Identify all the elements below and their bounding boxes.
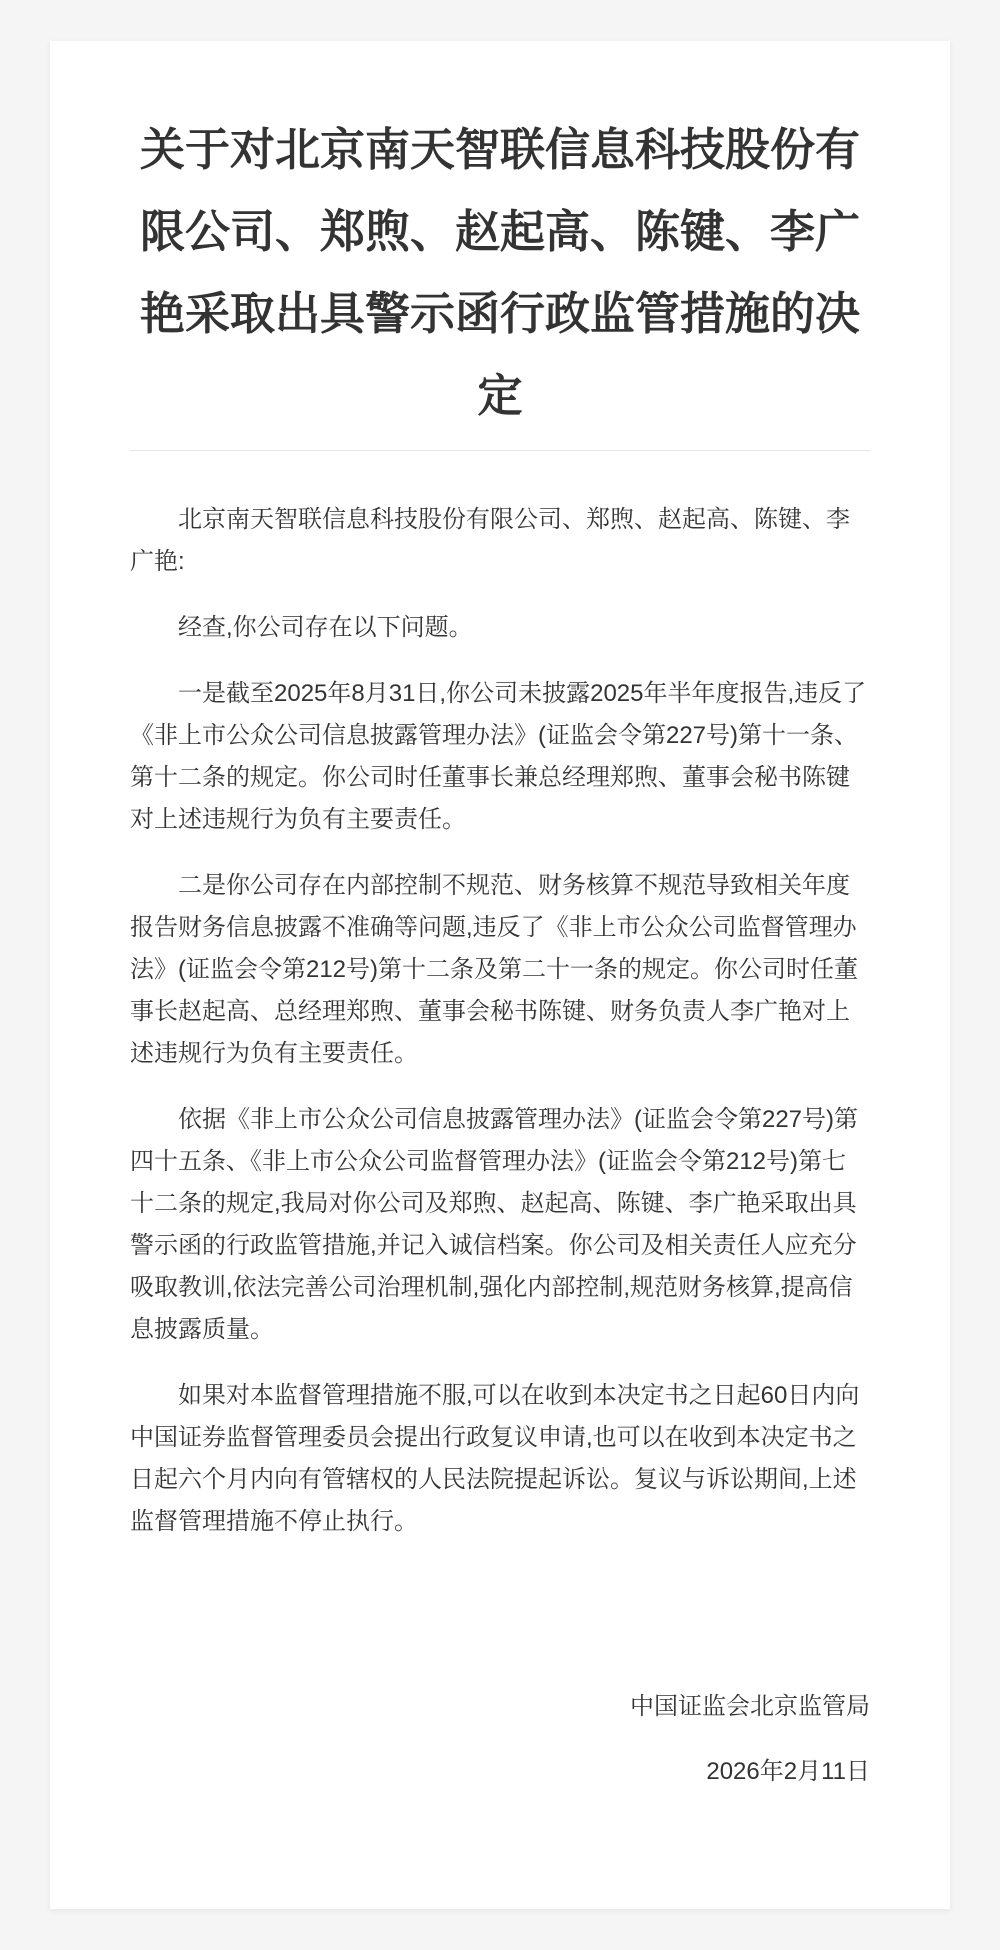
paragraph-appeal-rights: 如果对本监督管理措施不服,可以在收到本决定书之日起60日内向中国证券监督管理委员会提出行政复议申请,也可以在收到本决定书之日起六个月内向有管辖权的人民法院提起诉讼。复议与诉讼期间,上述监督管理措施不停止执行。 bbox=[130, 1382, 860, 1535]
document-footer bbox=[130, 1686, 870, 1793]
title-divider bbox=[130, 450, 870, 451]
paragraph-decision: 依据《非上市公众公司信息披露管理办法》(证监会令第227号)第四十五条、《非上市公众公司监督管理办法》(证监会令第212号)第七十二条的规定,我局对你公司及郑煦、赵起高、陈键、李广艳采取出具警示函的行政监管措施,并记入诚信档案。你公司及相关责任人应充分吸取教训,依法完善公司治理机制,强化内部控制,规范财务核算,提高信息披露质量。 bbox=[130, 1106, 859, 1343]
paragraph-issue-two: 二是你公司存在内部控制不规范、财务核算不规范导致相关年度报告财务信息披露不准确等问题,违反了《非上市公众公司监督管理办法》(证监会令第212号)第十二条及第二十一条的规定。你公司时任董事长赵起高、总经理郑煦、董事会秘书陈键、财务负责人李广艳对上述违规行为负有主要责任。 bbox=[130, 872, 859, 1067]
issuing-authority-signature: 中国证监会北京监管局 bbox=[630, 1693, 870, 1720]
issue-date: 2026年2月11日 bbox=[706, 1758, 870, 1785]
document-title: 关于对北京南天智联信息科技股份有限公司、郑煦、赵起高、陈键、李广艳采取出具警示函行政监管措施的决定 bbox=[139, 124, 860, 421]
document-body bbox=[130, 499, 870, 1543]
paragraph-salutation: 北京南天智联信息科技股份有限公司、郑煦、赵起高、陈键、李广艳: bbox=[130, 506, 850, 575]
paragraph-intro: 经查,你公司存在以下问题。 bbox=[178, 614, 473, 641]
decision-document-card bbox=[50, 41, 950, 1909]
paragraph-issue-one: 一是截至2025年8月31日,你公司未披露2025年半年度报告,违反了《非上市公众公司信息披露管理办法》(证监会令第227号)第十一条、第十二条的规定。你公司时任董事长兼总经理郑煦、董事会秘书陈键对上述违规行为负有主要责任。 bbox=[130, 680, 867, 833]
